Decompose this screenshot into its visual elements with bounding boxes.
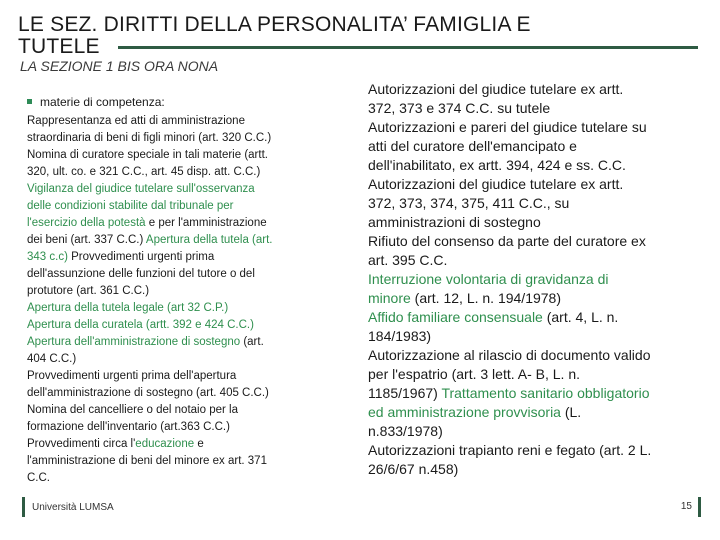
footer-left-bar bbox=[22, 497, 25, 517]
text-segment: dei beni (art. 337 C.C.) bbox=[27, 234, 146, 246]
text-line bbox=[27, 266, 337, 283]
text-segment: Rappresentanza ed atti di amministrazione bbox=[27, 115, 245, 127]
highlighted-text: ed amministrazione provvisoria bbox=[368, 404, 561, 420]
text-segment: Nomina del cancelliere o del notaio per la bbox=[27, 404, 238, 416]
text-segment: C.C. bbox=[27, 472, 50, 484]
text-segment: Autorizzazioni e pareri del giudice tutelare su bbox=[368, 119, 647, 135]
left-column bbox=[27, 94, 337, 487]
text-line bbox=[27, 130, 337, 147]
text-line bbox=[368, 175, 698, 194]
text-segment: dell'inabilitato, ex artt. 394, 424 e ss. C.C. bbox=[368, 157, 626, 173]
text-segment: 372, 373 e 374 C.C. su tutele bbox=[368, 100, 551, 116]
text-segment: straordinaria di beni di figli minori (art. 320 C.C.) bbox=[27, 132, 272, 144]
text-segment: Autorizzazioni trapianto reni e fegato (art. 2 L. bbox=[368, 442, 652, 458]
square-bullet-icon bbox=[27, 99, 32, 104]
text-line bbox=[27, 300, 337, 317]
text-line bbox=[27, 351, 337, 368]
text-segment: e per l'amministrazione bbox=[145, 217, 267, 229]
text-line bbox=[368, 403, 698, 422]
text-line bbox=[27, 249, 337, 266]
text-segment: formazione dell'inventario (art.363 C.C.) bbox=[27, 421, 230, 433]
footer-university: Università LUMSA bbox=[32, 502, 114, 513]
text-segment: Autorizzazioni del giudice tutelare ex artt. bbox=[368, 81, 624, 97]
text-segment: 26/6/67 n.458) bbox=[368, 461, 459, 477]
highlighted-text: Trattamento sanitario obbligatorio bbox=[441, 385, 650, 401]
text-segment: Provvedimenti circa l' bbox=[27, 438, 136, 450]
text-segment: dell'assunzione delle funzioni del tutore o del bbox=[27, 268, 255, 280]
text-line bbox=[27, 215, 337, 232]
right-column bbox=[368, 80, 698, 479]
text-line bbox=[27, 181, 337, 198]
slide-title-line-1: LE SEZ. DIRITTI DELLA PERSONALITA’ FAMIGLIA E bbox=[18, 13, 531, 36]
text-line bbox=[368, 118, 698, 137]
text-line bbox=[27, 470, 337, 487]
text-segment: Autorizzazioni del giudice tutelare ex artt. bbox=[368, 176, 624, 192]
text-segment: Provvedimenti urgenti prima dell'apertura bbox=[27, 370, 237, 382]
highlighted-text: Apertura della tutela legale (art 32 C.P.) bbox=[27, 302, 229, 314]
text-line bbox=[368, 365, 698, 384]
text-line bbox=[27, 283, 337, 300]
highlighted-text: 343 c.c) bbox=[27, 251, 72, 263]
highlighted-text: Apertura della tutela (art. bbox=[145, 234, 273, 246]
competence-heading bbox=[27, 94, 337, 111]
text-line bbox=[368, 156, 698, 175]
text-line bbox=[27, 317, 337, 334]
text-line bbox=[368, 80, 698, 99]
text-segment: 372, 373, 374, 375, 411 C.C., su bbox=[368, 195, 570, 211]
text-line bbox=[27, 198, 337, 215]
right-text-block bbox=[368, 80, 698, 479]
text-line bbox=[27, 368, 337, 385]
text-line bbox=[368, 308, 698, 327]
text-line bbox=[27, 334, 337, 351]
text-line bbox=[27, 419, 337, 436]
slide-title-line-2: TUTELE bbox=[18, 35, 100, 58]
text-segment: 184/1983) bbox=[368, 328, 432, 344]
text-segment: per l'espatrio (art. 3 lett. A- B, L. n. bbox=[368, 366, 580, 382]
text-line bbox=[27, 232, 337, 249]
highlighted-text: educazione bbox=[135, 438, 195, 450]
highlighted-text: Interruzione volontaria di gravidanza di bbox=[368, 271, 609, 287]
slide-subtitle: LA SEZIONE 1 BIS ORA NONA bbox=[20, 58, 219, 74]
left-text-block bbox=[27, 113, 337, 487]
text-line bbox=[27, 164, 337, 181]
text-segment: Rifiuto del consenso da parte del curatore ex bbox=[368, 233, 646, 249]
text-line bbox=[368, 460, 698, 479]
text-segment: 404 C.C.) bbox=[27, 353, 77, 365]
text-line bbox=[368, 194, 698, 213]
text-line bbox=[27, 436, 337, 453]
text-line bbox=[27, 147, 337, 164]
text-line bbox=[368, 251, 698, 270]
highlighted-text: delle condizioni stabilite dal tribunale per bbox=[27, 200, 234, 212]
text-line bbox=[368, 422, 698, 441]
text-line bbox=[368, 384, 698, 403]
competence-heading-text: materie di competenza: bbox=[40, 95, 165, 109]
text-segment: 1185/1967) bbox=[368, 385, 442, 401]
text-segment: art. 395 C.C. bbox=[368, 252, 448, 268]
text-line bbox=[27, 385, 337, 402]
text-segment: dell'amministrazione di sostegno (art. 405 C.C.) bbox=[27, 387, 269, 399]
text-segment: atti del curatore dell'emancipato e bbox=[368, 138, 577, 154]
highlighted-text: Apertura della curatela (artt. 392 e 424 C.C.) bbox=[27, 319, 254, 331]
text-segment: (art. 4, L. n. bbox=[542, 309, 619, 325]
highlighted-text: minore bbox=[368, 290, 411, 306]
footer-right-bar bbox=[698, 497, 701, 517]
text-segment: protutore (art. 361 C.C.) bbox=[27, 285, 150, 297]
text-line bbox=[368, 99, 698, 118]
text-line bbox=[368, 232, 698, 251]
text-line bbox=[368, 137, 698, 156]
highlighted-text: Affido familiare consensuale bbox=[368, 309, 543, 325]
text-segment: amministrazioni di sostegno bbox=[368, 214, 541, 230]
highlighted-text: l'esercizio della potestà bbox=[27, 217, 146, 229]
title-underline bbox=[118, 46, 698, 49]
text-segment: (art. 12, L. n. 194/1978) bbox=[410, 290, 562, 306]
slide-title bbox=[18, 14, 708, 58]
text-segment: Autorizzazione al rilascio di documento valido bbox=[368, 347, 651, 363]
text-line bbox=[368, 213, 698, 232]
highlighted-text: Apertura dell'amministrazione di sostegno bbox=[27, 336, 241, 348]
text-line bbox=[368, 327, 698, 346]
text-segment: e bbox=[194, 438, 204, 450]
text-segment: 320, ult. co. e 321 C.C., art. 45 disp. att. C.C.) bbox=[27, 166, 261, 178]
text-line bbox=[368, 346, 698, 365]
text-line bbox=[27, 402, 337, 419]
text-line bbox=[27, 453, 337, 470]
text-segment: Nomina di curatore speciale in tali materie (artt. bbox=[27, 149, 268, 161]
text-line bbox=[368, 270, 698, 289]
text-segment: l'amministrazione di beni del minore ex art. 371 bbox=[27, 455, 267, 467]
text-segment: (L. bbox=[560, 404, 582, 420]
text-line bbox=[368, 289, 698, 308]
highlighted-text: Vigilanza del giudice tutelare sull'osservanza bbox=[27, 183, 255, 195]
text-segment: n.833/1978) bbox=[368, 423, 443, 439]
text-segment: (art. bbox=[240, 336, 264, 348]
text-segment: Provvedimenti urgenti prima bbox=[71, 251, 215, 263]
text-line bbox=[368, 441, 698, 460]
text-line bbox=[27, 113, 337, 130]
footer-page-number: 15 bbox=[680, 501, 692, 512]
